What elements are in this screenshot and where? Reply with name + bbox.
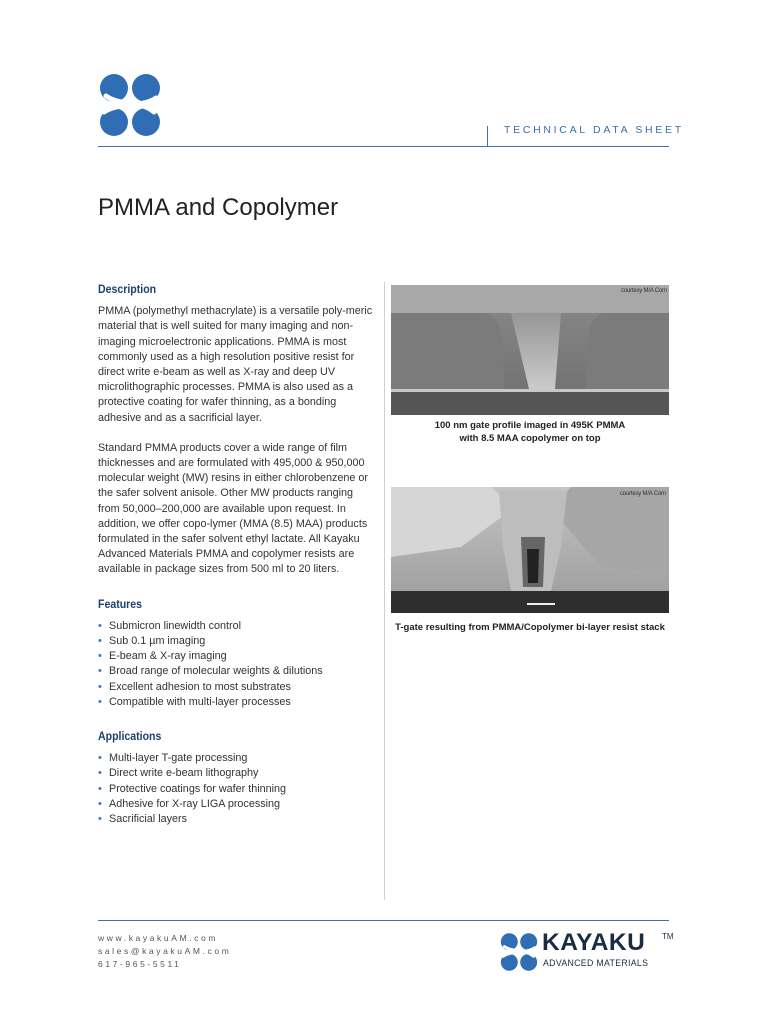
email-link[interactable]: sales@kayakuAM.com bbox=[98, 946, 232, 956]
sem-image-graphic bbox=[391, 285, 669, 415]
list-item: • Protective coatings for wafer thinning bbox=[98, 782, 373, 797]
image-credit: courtesy M/A Com bbox=[620, 491, 666, 497]
sem-image-t-gate bbox=[391, 487, 669, 613]
kayaku-logo-icon bbox=[98, 72, 162, 138]
image-credit: courtesy M/A Com bbox=[621, 288, 667, 294]
footer-contacts bbox=[98, 932, 231, 971]
list-item: • Sacrificial layers bbox=[98, 812, 373, 827]
list-item: • Broad range of molecular weights & dilutions bbox=[98, 664, 373, 679]
list-item: • Sub 0.1 µm imaging bbox=[98, 634, 373, 649]
bullet-icon: • bbox=[98, 752, 102, 765]
list-item: • Submicron linewidth control bbox=[98, 619, 373, 634]
website-link[interactable]: www.kayakuAM.com bbox=[98, 933, 219, 943]
applications-heading: Applications bbox=[98, 729, 162, 744]
applications-list bbox=[98, 751, 373, 827]
brand-subtitle: ADVANCED MATERIALS bbox=[543, 958, 649, 968]
header-rule bbox=[98, 146, 669, 147]
footer-rule bbox=[98, 920, 669, 921]
bullet-icon: • bbox=[98, 782, 102, 795]
description-paragraph: PMMA (polymethyl methacrylate) is a versatile poly-meric material that is well suited for many imaging and non-imaging microelectronic applications. PMMA is most commonly used as a high resolution positive resist for direct write e-beam as well as X-ray and deep UV microlithographic processes. PMMA is also used as a protective coating for wafer thinning, as a bonding adhesive and as a sacrificial layer. bbox=[98, 305, 373, 424]
sem-image-graphic bbox=[391, 487, 669, 613]
kayaku-logo-icon bbox=[499, 932, 539, 972]
bullet-icon: • bbox=[98, 797, 102, 810]
list-item: • Excellent adhesion to most substrates bbox=[98, 680, 373, 695]
header-divider bbox=[487, 126, 488, 147]
description-paragraph: Standard PMMA products cover a wide range of film thicknesses and are formulated with 495,000 & 950,000 molecular weight (MW) resins in either chlorobenzene or the safer solvent anisole. Other MW products ranging from 50,000–200,000 are available upon request. In addition, we offer copo-lymer (MMA (8.5) MAA) products formulated in the safer solvent ethyl lactate. All Kayaku Advanced Materials PMMA and copolymer resists are available in package sizes from 500 ml to 20 liters. bbox=[98, 441, 369, 576]
list-item: • Multi-layer T-gate processing bbox=[98, 751, 373, 766]
page-title: PMMA and Copolymer bbox=[98, 194, 339, 221]
column-divider bbox=[384, 282, 385, 900]
features-heading: Features bbox=[98, 596, 143, 611]
figure-caption: T-gate resulting from PMMA/Copolymer bi-layer resist stack bbox=[395, 622, 665, 633]
brand-wordmark: KAYAKU bbox=[542, 929, 646, 956]
figure-caption: 100 nm gate profile imaged in 495K PMMA with 8.5 MAA copolymer on top bbox=[434, 420, 626, 444]
sem-image-gate-profile bbox=[391, 285, 669, 415]
list-item: • E-beam & X-ray imaging bbox=[98, 649, 373, 664]
bullet-icon: • bbox=[98, 635, 102, 648]
bullet-icon: • bbox=[98, 767, 102, 780]
features-list bbox=[98, 619, 373, 710]
phone-number: 617-965-5511 bbox=[98, 959, 182, 969]
trademark-symbol: TM bbox=[662, 932, 674, 941]
list-item: • Adhesive for X-ray LIGA processing bbox=[98, 797, 373, 812]
bullet-icon: • bbox=[98, 650, 102, 663]
list-item: • Compatible with multi-layer processes bbox=[98, 695, 373, 710]
bullet-icon: • bbox=[98, 813, 102, 826]
bullet-icon: • bbox=[98, 695, 102, 708]
document-type-label: TECHNICAL DATA SHEET bbox=[504, 124, 684, 136]
bullet-icon: • bbox=[98, 619, 102, 632]
left-column bbox=[98, 282, 373, 827]
bullet-icon: • bbox=[98, 680, 102, 693]
list-item: • Direct write e-beam lithography bbox=[98, 766, 373, 781]
bullet-icon: • bbox=[98, 665, 102, 678]
description-heading: Description bbox=[98, 282, 157, 296]
